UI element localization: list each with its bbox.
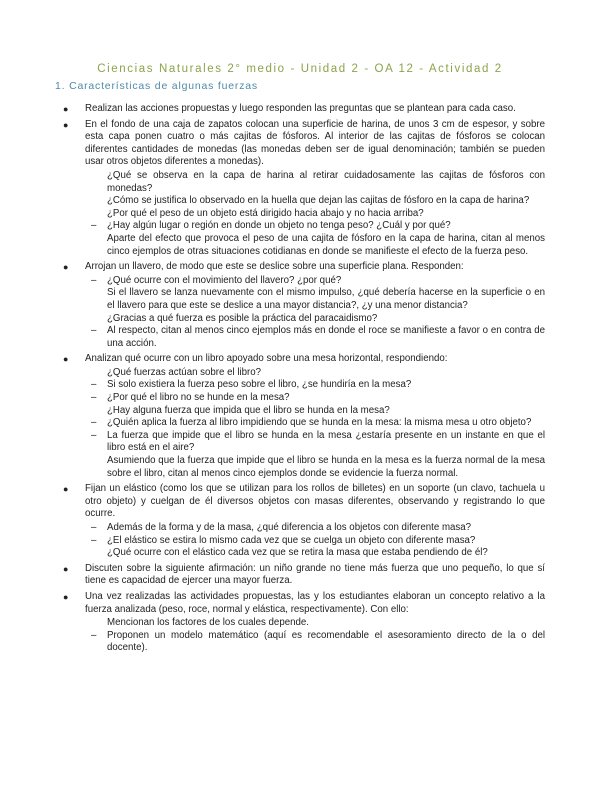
dash-icon: – [91, 392, 97, 404]
sub-list-item [85, 417, 545, 430]
bullet-icon: ● [63, 484, 69, 495]
sub-list-item-text: Además de la forma y de la masa, ¿qué diferencia a los objetos con diferente masa? [107, 522, 472, 533]
bullet-icon: ● [63, 563, 69, 574]
sub-list [85, 275, 545, 351]
list-item [55, 119, 545, 259]
activity-list [55, 103, 545, 655]
sub-list-item [85, 208, 545, 221]
sub-list-item [85, 275, 545, 288]
list-item-text: En el fondo de una caja de zapatos colocan una superficie de harina, de unos 3 cm de espesor, y sobre esta capa ponen cuatro o más cajitas de fósforos. Al interior de las cajitas de fósforos se colocan diferentes cantidades de monedas (las monedas deben ser de igual denominación; también se pueden usar otros objetos diferentes a monedas). [85, 118, 545, 168]
sub-list-item [85, 220, 545, 233]
sub-list-item [85, 195, 545, 208]
sub-list-item-text: ¿Por qué el libro no se hunde en la mesa? [107, 392, 290, 404]
sub-list-item-text: ¿Hay alguna fuerza que impida que el libro se hunda en la mesa? [107, 404, 390, 416]
sub-list-item [85, 379, 545, 392]
dash-icon: – [91, 274, 97, 286]
sub-list-item-text: Mencionan los factores de los cuales depende. [107, 617, 309, 629]
sub-list-item-text: ¿Gracias a qué fuerza es posible la práctica del paracaidismo? [107, 312, 378, 324]
bullet-icon: ● [63, 119, 69, 130]
dash-icon: – [91, 220, 97, 232]
sub-list-item [85, 522, 545, 535]
sub-list-item [85, 233, 545, 258]
sub-list-item-text: La fuerza que impide que el libro se hunda en la mesa ¿estaría presente en un instante en que el libro está en el aire? [107, 429, 545, 454]
sub-list-item [85, 367, 545, 380]
sub-list-item [85, 325, 545, 350]
sub-list-item [85, 313, 545, 326]
sub-list-item-text: Aparte del efecto que provoca el peso de una cajita de fósforo en la capa de harina, citan al menos cinco ejemplos de otras situaciones cotidianas en donde se manifieste el efecto de la fuerza peso. [107, 232, 545, 257]
list-item-text: Fijan un elástico (como los que se utilizan para los rollos de billetes) en un soporte (un clavo, tachuela u otro objeto) y cuelgan de él diversos objetos con masas diferentes, observando y registrando lo que ocurre. [85, 483, 545, 520]
sub-list-item-text: ¿Quién aplica la fuerza al libro impidiendo que se hunda en la mesa: la misma mesa u otro objeto? [107, 417, 532, 429]
sub-list [85, 617, 545, 655]
dash-icon: – [91, 417, 97, 429]
sub-list-item-text: Proponen un modelo matemático (aquí es recomendable el asesoramiento directo de la o del docente). [107, 629, 545, 654]
bullet-icon: ● [63, 354, 69, 365]
sub-list-item [85, 287, 545, 312]
list-item [55, 261, 545, 350]
dash-icon: – [91, 379, 97, 391]
sub-list-item-text: Si solo existiera la fuerza peso sobre el libro, ¿se hundiría en la mesa? [107, 379, 412, 391]
sub-list-item-text: ¿Por qué el peso de un objeto está dirigido hacia abajo y no hacia arriba? [107, 207, 424, 219]
sub-list-item [85, 455, 545, 480]
bullet-icon: ● [63, 591, 69, 602]
document-title: Ciencias Naturales 2° medio - Unidad 2 - OA 12 - Actividad 2 [97, 63, 503, 75]
sub-list [85, 170, 545, 258]
list-item-text: Una vez realizadas las actividades propuestas, las y los estudiantes elaboran un concepto relativo a la fuerza analizada (peso, roce, normal y elástica, respectivamente). Con ello: [85, 590, 545, 615]
sub-list-item-text: Al respecto, citan al menos cinco ejemplos más en donde el roce se manifieste a favor o en contra de una acción. [107, 325, 545, 349]
sub-list-item [85, 617, 545, 630]
sub-list-item [85, 430, 545, 455]
sub-list-item [85, 535, 545, 548]
dash-icon: – [91, 325, 97, 337]
sub-list-item-text: ¿Hay algún lugar o región en donde un objeto no tenga peso? ¿Cuál y por qué? [107, 220, 451, 232]
bullet-icon: ● [63, 104, 69, 114]
list-item-text: Analizan qué ocurre con un libro apoyado sobre una mesa horizontal, respondiendo: [85, 353, 448, 365]
dash-icon: – [91, 429, 97, 441]
dash-icon: – [91, 534, 97, 546]
dash-icon: – [91, 629, 97, 641]
sub-list-item-text: ¿Qué fuerzas actúan sobre el libro? [107, 366, 262, 378]
sub-list-item-text: ¿Cómo se justifica lo observado en la huella que dejan las cajitas de fósforo en la capa de harina? [107, 195, 530, 207]
sub-list-item [85, 392, 545, 405]
list-item [55, 353, 545, 480]
list-item [55, 103, 545, 116]
list-item-text: Arrojan un llavero, de modo que este se deslice sobre una superficie plana. Responden: [85, 261, 464, 273]
list-item [55, 483, 545, 560]
list-item [55, 563, 545, 588]
sub-list-item-text: Asumiendo que la fuerza que impide que el libro se hunda en la mesa es la fuerza normal de la mesa sobre el libro, citan al menos cinco ejemplos donde se evidencie la fuerza normal. [107, 455, 545, 479]
sub-list-item-text: ¿Qué ocurre con el elástico cada vez que se retira la masa que estaba pendiendo de él? [107, 547, 488, 559]
sub-list-item-text: ¿El elástico se estira lo mismo cada vez que se cuelga un objeto con diferente masa? [107, 534, 476, 546]
sub-list-item [85, 547, 545, 560]
sub-list-item-text: ¿Qué ocurre con el movimiento del llavero? ¿por qué? [107, 274, 342, 286]
section-heading: 1. Características de algunas fuerzas [55, 80, 258, 92]
sub-list-item-text: Si el llavero se lanza nuevamente con el mismo impulso, ¿qué debería hacerse en la superficie o en el llavero para que este se deslice a una mayor distancia?, ¿y una menor distancia? [107, 287, 545, 311]
list-item-text: Realizan las acciones propuestas y luego responden las preguntas que se plantean para cada caso. [85, 103, 516, 114]
dash-icon: – [91, 522, 97, 533]
list-item-text: Discuten sobre la siguiente afirmación: un niño grande no tiene más fuerza que uno pequeño, lo que sí tiene es capacidad de ejercer una mayor fuerza. [85, 562, 545, 587]
sub-list [85, 367, 545, 480]
bullet-icon: ● [63, 262, 69, 273]
sub-list-item-text: ¿Qué se observa en la capa de harina al retirar cuidadosamente las cajitas de fósforos con monedas? [107, 169, 545, 194]
sub-list-item [85, 170, 545, 195]
sub-list-item [85, 630, 545, 655]
list-item [55, 591, 545, 655]
sub-list-item [85, 405, 545, 418]
activity-content [55, 103, 545, 658]
sub-list [85, 522, 545, 560]
